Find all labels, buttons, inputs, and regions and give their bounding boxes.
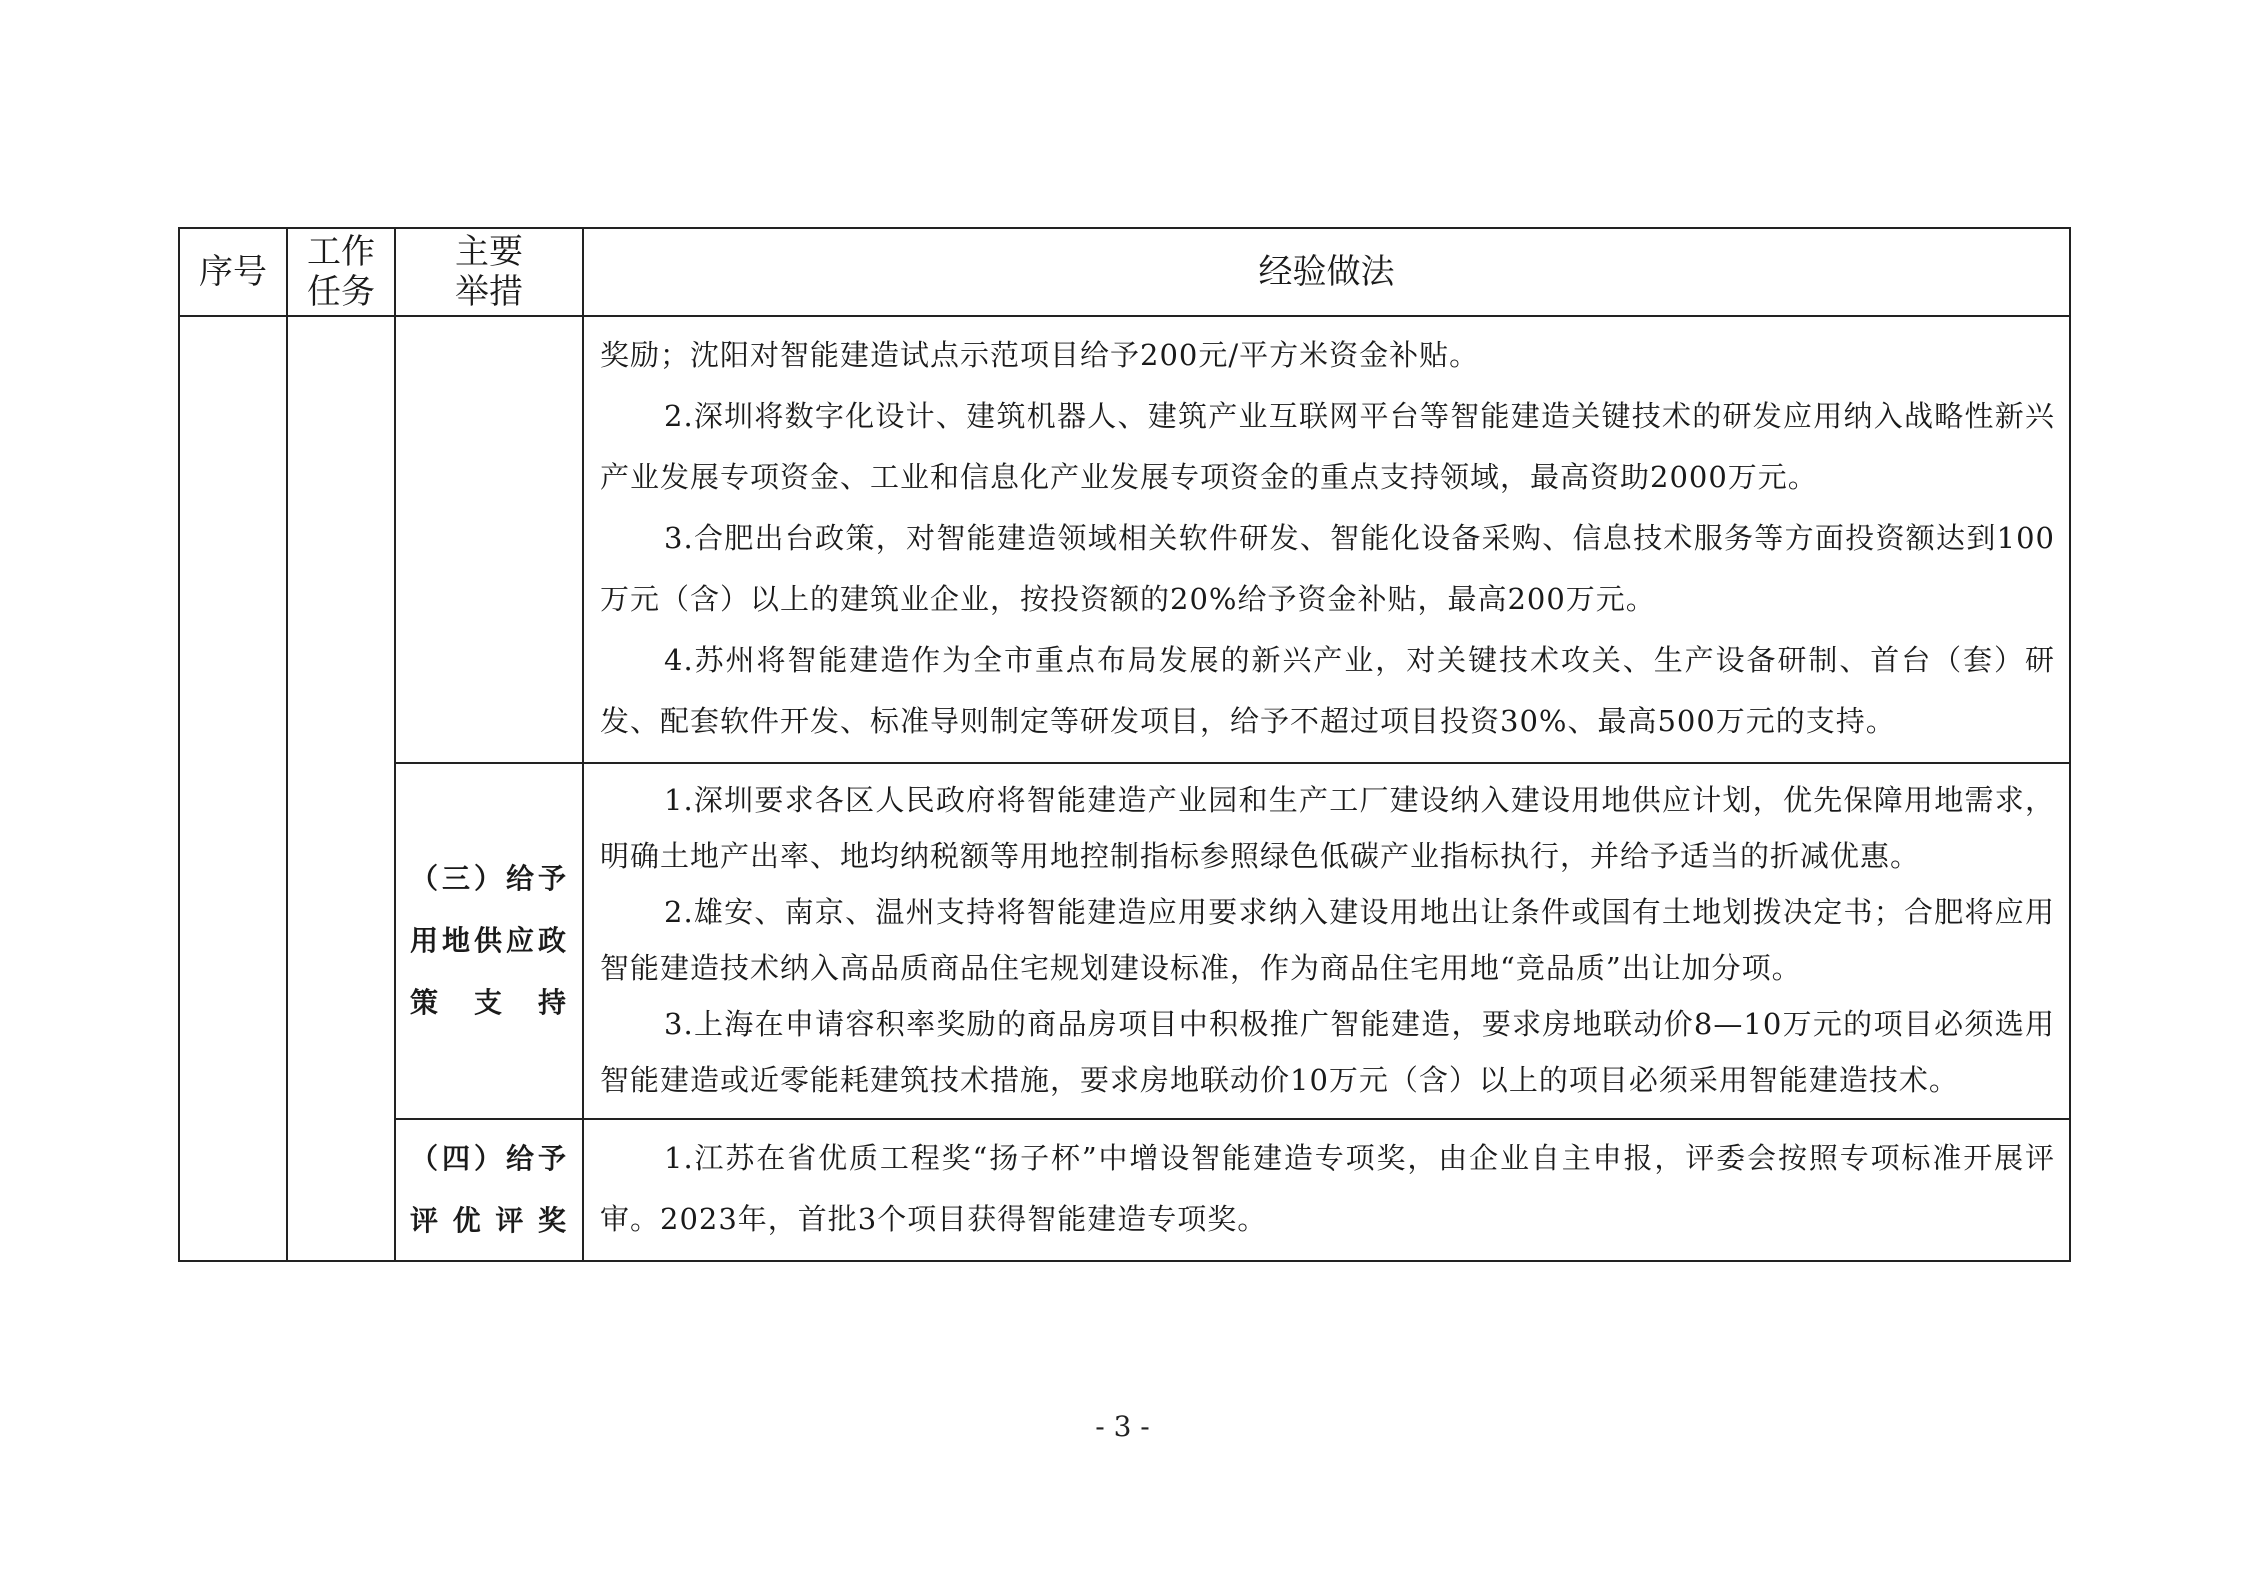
paragraph: 3.合肥出台政策，对智能建造领域相关软件研发、智能化设备采购、信息技术服务等方面投资额达到100万元（含）以上的建筑业企业，按投资额的20%给予资金补贴，最高200万元。	[600, 521, 2055, 616]
measure-cell-section-4	[395, 1119, 583, 1261]
paragraph: 4.苏州将智能建造作为全市重点布局发展的新兴产业，对关键技术攻关、生产设备研制、首台（套）研发、配套软件开发、标准导则制定等研发项目，给予不超过项目投资30%、最高500万元的支持。	[600, 643, 2055, 738]
table-row-section-3	[179, 763, 2070, 1119]
header-experience: 经验做法	[583, 228, 2070, 316]
measure-label: （四）给予评优评奖	[410, 1142, 568, 1237]
experience-cell-section-4	[583, 1119, 2070, 1261]
header-task-label: 工作任务	[307, 232, 375, 312]
measure-label: （三）给予用地供应政策支持	[410, 862, 568, 1019]
header-measure	[395, 228, 583, 316]
header-task	[287, 228, 395, 316]
experience-cell-section-3	[583, 763, 2070, 1119]
table-header-row	[179, 228, 2070, 316]
measure-cell-section-2	[395, 316, 583, 763]
paragraph: 1.深圳要求各区人民政府将智能建造产业园和生产工厂建设纳入建设用地供应计划，优先保障用地需求，明确土地产出率、地均纳税额等用地控制指标参照绿色低碳产业指标执行，并给予适当的折减优惠。	[600, 783, 2055, 873]
paragraph: 1.江苏在省优质工程奖“扬子杯”中增设智能建造专项奖，由企业自主申报，评委会按照专项标准开展评审。2023年，首批3个项目获得智能建造专项奖。	[600, 1141, 2055, 1236]
paragraph: 2.深圳将数字化设计、建筑机器人、建筑产业互联网平台等智能建造关键技术的研发应用纳入战略性新兴产业发展专项资金、工业和信息化产业发展专项资金的重点支持领域，最高资助2000万元。	[600, 399, 2055, 494]
table-row-section-4	[179, 1119, 2070, 1261]
header-seq: 序号	[179, 228, 287, 316]
page-number: - 3 -	[1095, 1410, 1150, 1443]
seq-cell	[179, 316, 287, 1261]
experience-table	[178, 227, 2071, 1262]
table-row-section-2	[179, 316, 2070, 763]
paragraph: 奖励；沈阳对智能建造试点示范项目给予200元/平方米资金补贴。	[600, 338, 1480, 372]
measure-cell-section-3	[395, 763, 583, 1119]
header-measure-label: 主要举措	[455, 232, 523, 312]
task-cell	[287, 316, 395, 1261]
experience-cell-section-2	[583, 316, 2070, 763]
paragraph: 3.上海在申请容积率奖励的商品房项目中积极推广智能建造，要求房地联动价8—10万元的项目必须选用智能建造或近零能耗建筑技术措施，要求房地联动价10万元（含）以上的项目必须采用智能建造技术。	[600, 1007, 2055, 1097]
paragraph: 2.雄安、南京、温州支持将智能建造应用要求纳入建设用地出让条件或国有土地划拨决定书；合肥将应用智能建造技术纳入高品质商品住宅规划建设标准，作为商品住宅用地“竞品质”出让加分项。	[600, 895, 2055, 985]
